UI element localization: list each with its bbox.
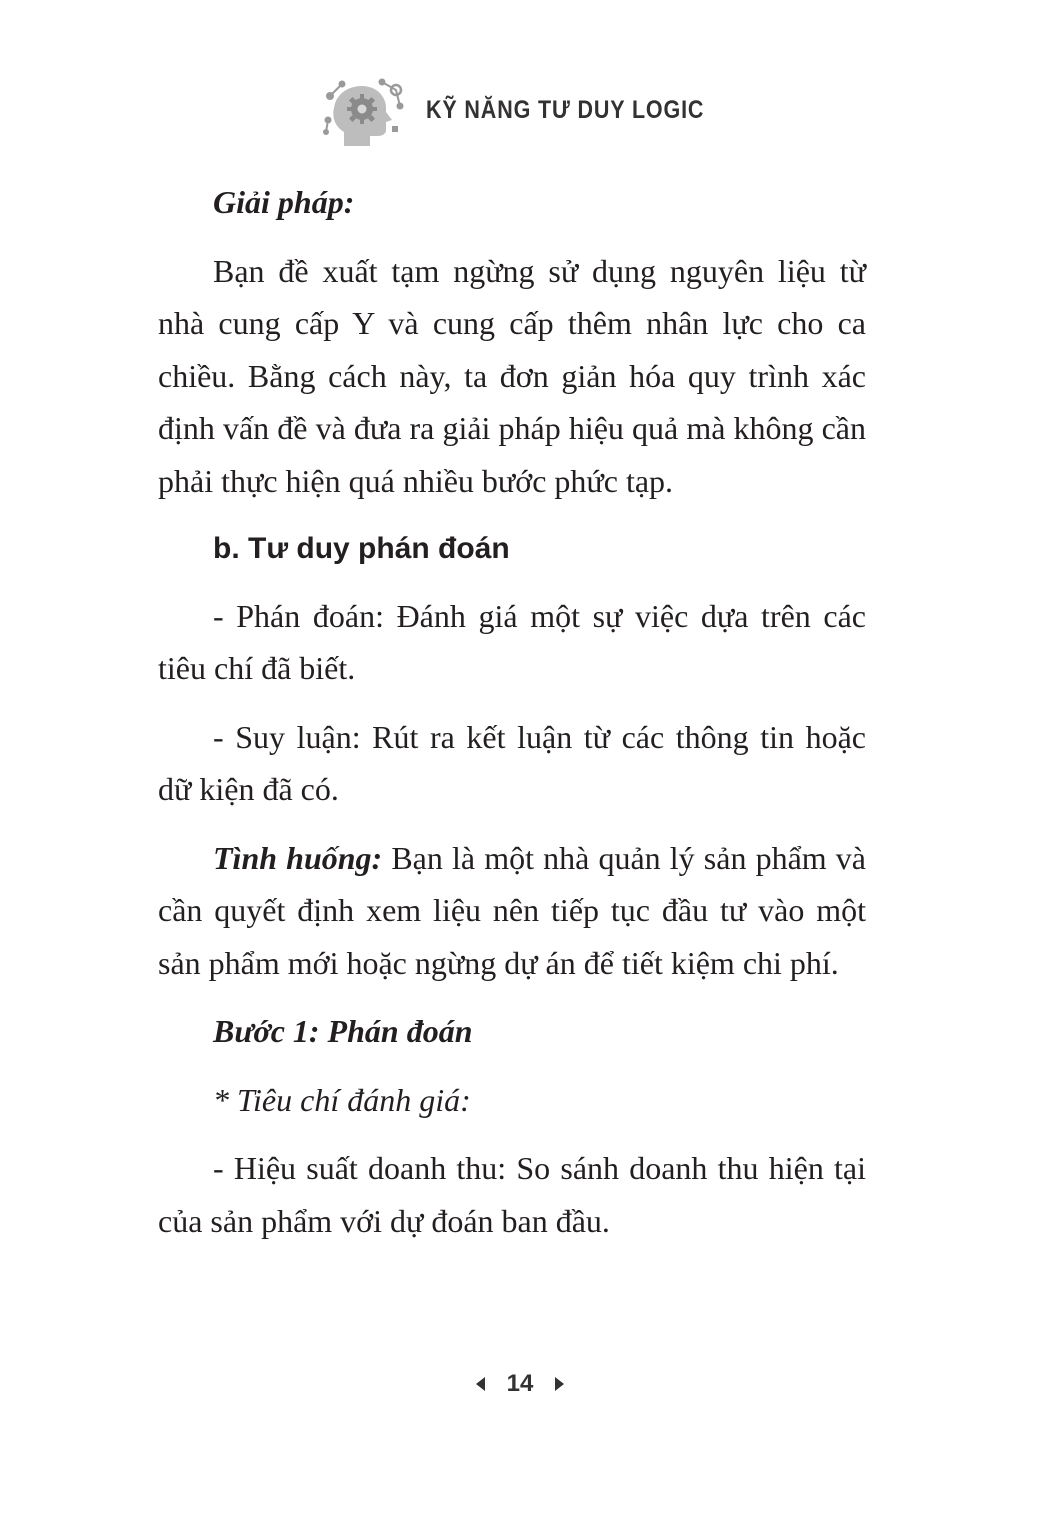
step-heading-text: Bước 1: Phán đoán [213, 1013, 473, 1049]
head-gears-icon [322, 76, 408, 152]
running-header [322, 76, 750, 152]
solution-heading [158, 176, 866, 229]
step-heading [158, 1005, 866, 1058]
situation-label: Tình huống: [213, 839, 383, 876]
situation-text: Bạn là một nhà quản lý sản phẩm và cần quyết định xem liệu nên tiếp tục đầu tư vào một sản phẩm mới hoặc ngừng dự án để tiết kiệm chi phí. [158, 839, 866, 981]
criteria-label [158, 1074, 866, 1127]
book-title: KỸ NĂNG TƯ DUY LOGIC [426, 95, 705, 124]
page-body [158, 176, 866, 1263]
criteria-revenue: - Hiệu suất doanh thu: So sánh doanh thu hiện tại của sản phẩm với dự đoán ban đầu. [158, 1150, 866, 1239]
page-number: 14 [506, 1370, 534, 1397]
criteria-label-text: * Tiêu chí đánh giá: [213, 1081, 471, 1118]
situation-paragraph [158, 832, 866, 990]
solution-paragraph: Bạn đề xuất tạm ngừng sử dụng nguyên liệu từ nhà cung cấp Y và cung cấp thêm nhân lực cho ca chiều. Bằng cách này, ta đơn giản hóa quy trình xác định vấn đề và đưa ra giải pháp hiệu quả mà không cần phải thực hiện quá nhiều bước phức tạp. [158, 252, 866, 499]
definition-inference: - Suy luận: Rút ra kết luận từ các thông tin hoặc dữ kiện đã có. [158, 718, 866, 807]
section-heading: b. Tư duy phán đoán [213, 532, 510, 565]
triangle-right-icon [555, 1377, 564, 1391]
solution-heading-text: Giải pháp: [213, 184, 355, 220]
triangle-left-icon [476, 1377, 485, 1391]
page-footer [0, 1370, 1040, 1398]
definition-judgment: - Phán đoán: Đánh giá một sự việc dựa trên các tiêu chí đã biết. [158, 597, 866, 686]
